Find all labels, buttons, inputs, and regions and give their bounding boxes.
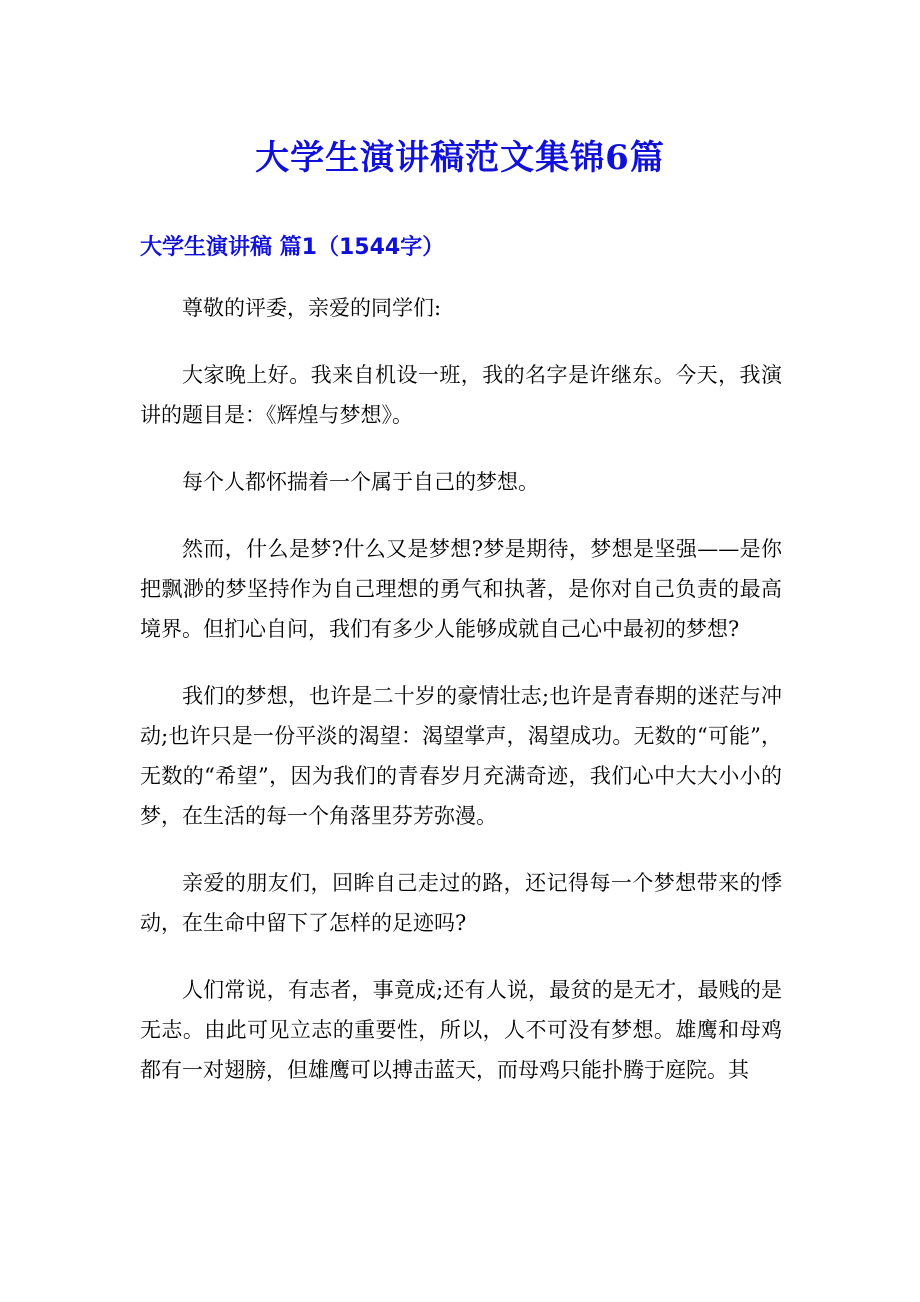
paragraph: 亲爱的朋友们，回眸自己走过的路，还记得每一个梦想带来的悸动，在生命中留下了怎样的足迹吗? — [140, 871, 782, 935]
document-body — [140, 288, 782, 1117]
document-title: 大学生演讲稿范文集锦6篇 — [255, 138, 665, 178]
section-heading: 大学生演讲稿 篇1（1544字） — [140, 235, 445, 260]
paragraph: 我们的梦想，也许是二十岁的豪情壮志;也许是青春期的迷茫与冲动;也许只是一份平淡的渴望：渴望掌声，渴望成功。无数的“可能”，无数的“希望”，因为我们的青春岁月充满奇迹，我们心中大大小小的梦，在生活的每一个角落里芬芳弥漫。 — [140, 684, 782, 828]
paragraph-introduction: 大家晚上好。我来自机设一班，我的名字是许继东。今天，我演讲的题目是：《辉煌与梦想》。 — [140, 363, 782, 427]
paragraph: 人们常说，有志者，事竟成;还有人说，最贫的是无才，最贱的是无志。由此可见立志的重要性，所以，人不可没有梦想。雄鹰和母鸡都有一对翅膀，但雄鹰可以搏击蓝天，而母鸡只能扑腾于庭院。其 — [140, 978, 782, 1082]
paragraph: 每个人都怀揣着一个属于自己的梦想。 — [182, 470, 539, 494]
paragraph: 然而，什么是梦?什么又是梦想?梦是期待，梦想是坚强——是你把飘渺的梦坚持作为自己理想的勇气和执著，是你对自己负责的最高境界。但扪心自问，我们有多少人能够成就自己心中最初的梦想? — [140, 537, 782, 641]
paragraph-greeting: 尊敬的评委，亲爱的同学们: — [182, 296, 442, 320]
